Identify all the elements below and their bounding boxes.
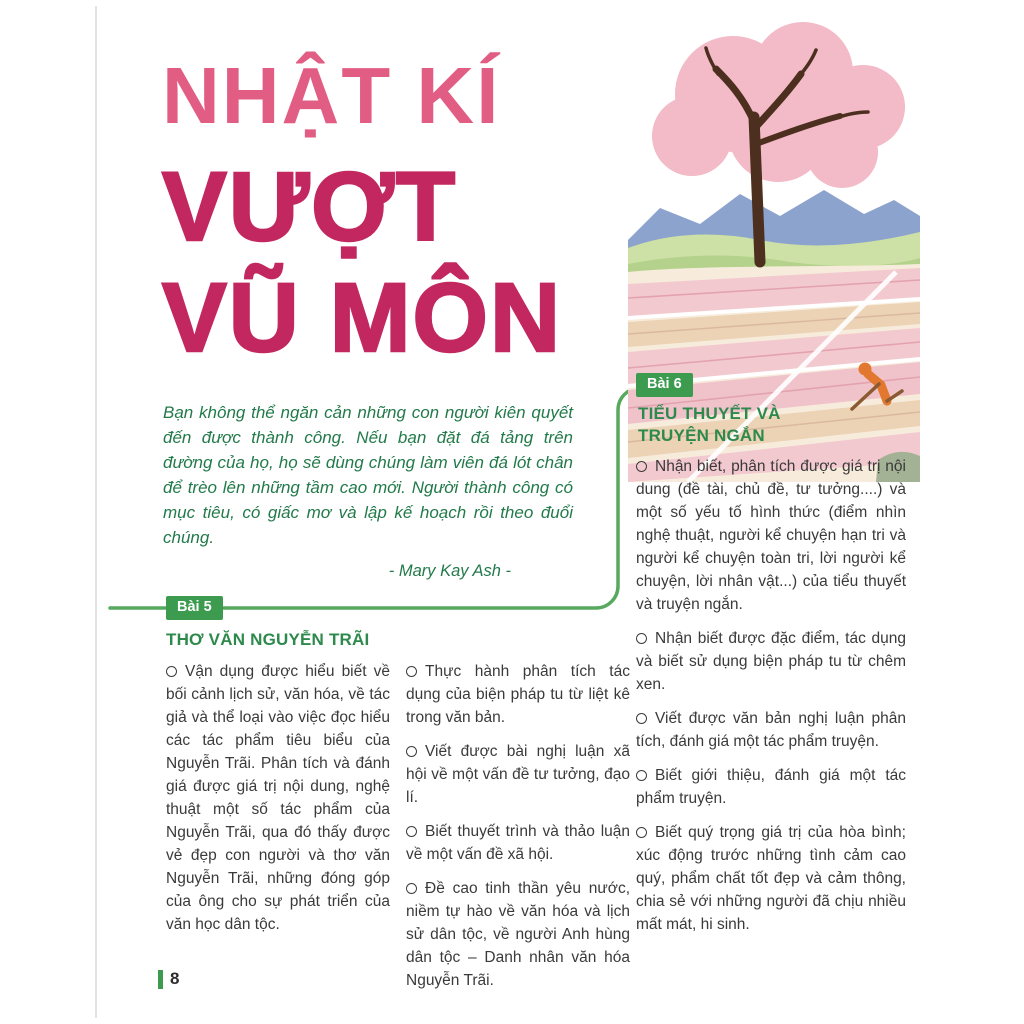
objective-item: [636, 455, 906, 616]
lesson-6-heading-line2: TRUYỆN NGẮN: [638, 426, 765, 445]
objective-text: Đề cao tinh thần yêu nước, niềm tự hào về văn hóa và lịch sử dân tộc, về người Anh hùng dân tộc – Danh nhân văn hóa Nguyễn Trãi.: [406, 880, 630, 989]
objective-text: Nhận biết được đặc điểm, tác dụng và biết sử dụng biện pháp tu từ chêm xen.: [636, 630, 906, 693]
page-title: [162, 51, 562, 372]
page-number-marker: [158, 970, 163, 989]
title-line-1: NHẬT KÍ: [162, 51, 501, 140]
page-number: [158, 969, 179, 989]
bullet-circle-icon: [636, 633, 647, 644]
objective-item: [636, 627, 906, 696]
objective-item: [636, 764, 906, 810]
objective-text: Vận dụng được hiểu biết về bối cảnh lịch sử, văn hóa, về tác giả và thể loại vào việc đọc hiểu các tác phẩm tiêu biểu của Nguyễn Trãi. Phân tích và đánh giá được giá trị nội dung, nghệ thuật một số tác phẩm của Nguyễn Trãi, qua đó thấy được vẻ đẹp con người và thơ văn Nguyễn Trãi, những đóng góp của ông cho sự phát triển của văn học dân tộc.: [166, 663, 390, 933]
objective-text: Biết thuyết trình và thảo luận về một vấn đề xã hội.: [406, 823, 630, 863]
lesson-5-objectives: [166, 660, 630, 992]
bullet-circle-icon: [636, 827, 647, 838]
objective-item: [636, 821, 906, 936]
lesson-5-badge: Bài 5: [166, 596, 223, 620]
lesson-6-badge: Bài 6: [636, 373, 693, 397]
objective-item: [636, 707, 906, 753]
quote-block: [163, 400, 573, 581]
lesson-5-heading: THƠ VĂN NGUYỄN TRÃI: [166, 630, 370, 649]
lesson-5-column-1: [166, 660, 390, 992]
objective-text: Thực hành phân tích tác dụng của biện pháp tu từ liệt kê trong văn bản.: [406, 663, 630, 726]
bullet-circle-icon: [636, 713, 647, 724]
title-line-2: VƯỢT: [162, 152, 458, 261]
lesson-6-objectives: [636, 455, 906, 936]
lesson-6-heading: [638, 403, 781, 447]
bullet-circle-icon: [406, 746, 417, 757]
bullet-circle-icon: [406, 666, 417, 677]
objective-text: Viết được văn bản nghị luận phân tích, đánh giá một tác phẩm truyện.: [636, 710, 906, 750]
objective-item: [166, 660, 390, 936]
lesson-6-heading-line1: TIỂU THUYẾT VÀ: [638, 404, 781, 423]
objective-item: [406, 877, 630, 992]
bullet-circle-icon: [636, 770, 647, 781]
bullet-circle-icon: [406, 826, 417, 837]
quote-attribution: - Mary Kay Ash -: [388, 562, 511, 580]
page-number-value: 8: [170, 969, 180, 988]
lesson-5-column-2: [406, 660, 630, 992]
objective-item: [406, 660, 630, 729]
quote-text: Bạn không thể ngăn cản những con người kiên quyết đến được thành công. Nếu bạn đặt đá tảng trên đường của họ, họ sẽ dùng chúng làm viên đá lót chân để trèo lên những tầm cao mới. Người thành công có mục tiêu, có giấc mơ và lập kế hoạch rồi theo đuổi chúng.: [163, 403, 573, 547]
objective-text: Nhận biết, phân tích được giá trị nội dung (đề tài, chủ đề, tư tưởng....) và một số yếu tố hình thức (điểm nhìn nghệ thuật, người kể chuyện hạn tri và người kể chuyện toàn tri, lời người kể chuyện, lời nhân vật...) của tiểu thuyết và truyện ngắn.: [636, 458, 906, 613]
objective-item: [406, 740, 630, 809]
bullet-circle-icon: [636, 461, 647, 472]
objective-item: [406, 820, 630, 866]
bullet-circle-icon: [166, 666, 177, 677]
bullet-circle-icon: [406, 883, 417, 894]
objective-text: Biết quý trọng giá trị của hòa bình; xúc động trước những tình cảm cao quý, phẩm chất tốt đẹp và cảm thông, chia sẻ với những người đã chịu nhiều mất mát, hi sinh.: [636, 824, 906, 933]
objective-text: Biết giới thiệu, đánh giá một tác phẩm truyện.: [636, 767, 906, 807]
objective-text: Viết được bài nghị luận xã hội về một vấn đề tư tưởng, đạo lí.: [406, 743, 630, 806]
title-line-3: VŨ MÔN: [162, 263, 562, 372]
page-edge-line: [95, 6, 97, 1018]
